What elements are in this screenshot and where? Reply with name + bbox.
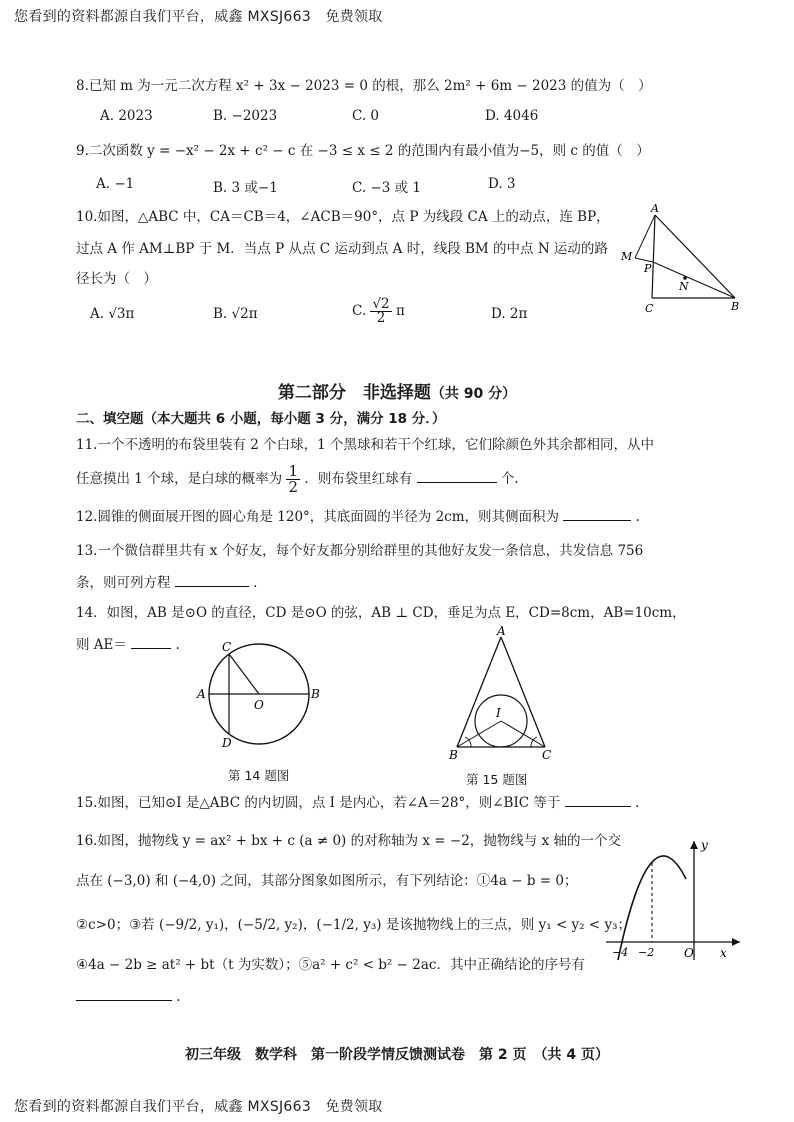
q10-fig-label-c: C bbox=[645, 302, 654, 315]
q12-text: 12.圆锥的侧面展开图的圆心角是 120°，其底面圆的半径为 2cm，则其侧面积为 bbox=[76, 509, 560, 525]
q14-caption: 第 14 题图 bbox=[228, 768, 290, 783]
q10-line1: 10.如图，△ABC 中，CA＝CB＝4，∠ACB＝90°，点 P 为线段 CA 上的动点，连 BP， bbox=[76, 209, 610, 225]
q11-line2c: 个. bbox=[500, 471, 519, 487]
q16-fig-label-o: O bbox=[684, 946, 694, 960]
q15-line bbox=[76, 794, 639, 812]
q14-line1: 14．如图，AB 是⊙O 的直径，CD 是⊙O 的弦，AB ⊥ CD，垂足为点 E，CD=8cm，AB=10cm， bbox=[76, 605, 686, 621]
q16-answer-blank bbox=[76, 1000, 172, 1001]
top-banner: 您看到的资料都源自我们平台，威鑫 MXSJ663 免费领取 bbox=[14, 9, 383, 25]
q10-fig-label-m: M bbox=[621, 250, 633, 263]
q13-line2b: . bbox=[253, 575, 258, 591]
q8-option-c: C. 0 bbox=[352, 108, 380, 124]
q10-fig-label-b: B bbox=[731, 300, 740, 313]
q13-line1: 13.一个微信群里共有 x 个好友，每个好友都分别给群里的其他好友发一条信息，共发信息 756 bbox=[76, 543, 644, 559]
q9-option-b: B. 3 或−1 bbox=[213, 180, 278, 196]
q15-figure bbox=[445, 625, 555, 765]
q14-fig-label-d: D bbox=[222, 736, 232, 750]
q9-option-c: C. −3 或 1 bbox=[352, 180, 422, 196]
q14-figure bbox=[192, 635, 332, 755]
q15-end: . bbox=[635, 795, 640, 811]
q11-frac-num: 1 bbox=[288, 462, 299, 480]
q10-fig-label-p: P bbox=[644, 262, 652, 275]
q10-fig-label-a: A bbox=[651, 202, 659, 215]
q11-answer-blank bbox=[417, 482, 497, 483]
q10-option-c-letter: C. bbox=[352, 303, 367, 319]
q16-fig-label-x: x bbox=[720, 946, 727, 960]
q13-answer-blank bbox=[175, 586, 249, 587]
q10-line2: 过点 A 作 AM⊥BP 于 M．当点 P 从点 C 运动到点 A 时，线段 BM 的中点 N 运动的路 bbox=[76, 241, 608, 257]
q10-option-a: A. √3π bbox=[90, 306, 135, 322]
page-footer: 初三年级 数学科 第一阶段学情反馈测试卷 第 2 页 （共 4 页） bbox=[185, 1047, 609, 1063]
q10-fig-label-n: N bbox=[679, 280, 689, 293]
q8-option-a: A. 2023 bbox=[100, 108, 153, 124]
q9-text: 9.二次函数 y = −x² − 2x + c² − c 在 −3 ≤ x ≤ 2 的范围内有最小值为−5，则 c 的值（ ） bbox=[76, 143, 650, 159]
q9-option-d: D. 3 bbox=[488, 176, 516, 192]
fill-header: 二、填空题（本大题共 6 小题，每小题 3 分，满分 18 分．） bbox=[76, 411, 446, 427]
q15-fig-label-i: I bbox=[496, 706, 501, 720]
q10-option-c-fraction bbox=[370, 298, 391, 325]
q14-line2b: . bbox=[175, 637, 180, 653]
q14-fig-label-c: C bbox=[222, 640, 232, 654]
part2-title bbox=[0, 378, 794, 403]
q11-line2b: ．则布袋里红球有 bbox=[304, 471, 413, 487]
q15-fig-label-a: A bbox=[497, 625, 506, 638]
part2-title-main: 第二部分 非选择题 bbox=[277, 383, 431, 403]
q8-text: 8.已知 m 为一元二次方程 x² + 3x − 2023 = 0 的根，那么 2m² + 6m − 2023 的值为（ ） bbox=[76, 78, 652, 94]
q12-line bbox=[76, 508, 640, 526]
q16-figure bbox=[598, 835, 748, 965]
q16-line1: 16.如图，抛物线 y = ax² + bx + c (a ≠ 0) 的对称轴为 x = −2，抛物线与 x 轴的一个交 bbox=[76, 833, 622, 849]
q16-fig-label-y: y bbox=[701, 838, 708, 852]
q11-line2 bbox=[76, 464, 519, 495]
q10-option-d: D. 2π bbox=[491, 306, 528, 322]
q14-line2 bbox=[76, 636, 180, 654]
q15-fig-label-b: B bbox=[449, 748, 458, 762]
q16-line2: 点在 (−3,0) 和 (−4,0) 之间，其部分图象如图所示，有下列结论：①4a − b = 0； bbox=[76, 873, 578, 889]
q16-line3: ②c>0；③若 (−9/2, y₁)，(−5/2, y₂)，(−1/2, y₃) 是该抛物线上的三点，则 y₁ < y₂ < y₃； bbox=[76, 917, 632, 933]
q16-fig-label-neg2: −2 bbox=[638, 946, 655, 959]
q10-figure bbox=[615, 200, 755, 320]
q11-frac-den: 2 bbox=[288, 478, 299, 496]
q11-fraction bbox=[286, 464, 300, 495]
q13-line2 bbox=[76, 574, 257, 592]
q14-line2a: 则 AE＝ bbox=[76, 637, 127, 653]
part2-title-sub: （共 90 分） bbox=[430, 386, 517, 402]
q11-line1: 11.一个不透明的布袋里装有 2 个白球，1 个黑球和若干个红球，它们除颜色外其余都相同，从中 bbox=[76, 437, 655, 453]
q14-fig-label-a: A bbox=[197, 687, 206, 701]
q10-option-c-num: √2 bbox=[372, 296, 390, 312]
q9-option-a: A. −1 bbox=[96, 176, 135, 192]
q16-line4: ④4a − 2b ≥ at² + bt（t 为实数）；⑤a² + c² < b² − 2ac．其中正确结论的序号有 bbox=[76, 957, 585, 973]
q13-line2a: 条，则可列方程 bbox=[76, 575, 171, 591]
q14-fig-label-o: O bbox=[254, 698, 264, 712]
q10-option-b: B. √2π bbox=[213, 306, 258, 322]
q16-fig-label-neg4: −4 bbox=[612, 946, 629, 959]
bottom-banner: 您看到的资料都源自我们平台，威鑫 MXSJ663 免费领取 bbox=[14, 1099, 383, 1115]
q8-option-b: B. −2023 bbox=[213, 108, 278, 124]
q14-fig-label-b: B bbox=[311, 687, 320, 701]
q10-option-c bbox=[352, 298, 405, 325]
q15-answer-blank bbox=[565, 806, 631, 807]
q16-line5 bbox=[76, 988, 181, 1006]
q12-end: . bbox=[635, 509, 640, 525]
q10-option-c-tail: π bbox=[395, 303, 405, 319]
q14-answer-blank bbox=[131, 648, 171, 649]
q11-line2a: 任意摸出 1 个球，是白球的概率为 bbox=[76, 471, 283, 487]
q10-line3: 径长为（ ） bbox=[76, 271, 157, 287]
q15-fig-label-c: C bbox=[542, 748, 552, 762]
q15-text: 15.如图，已知⊙I 是△ABC 的内切圆，点 I 是内心，若∠A＝28°，则∠BIC 等于 bbox=[76, 795, 561, 811]
q15-caption: 第 15 题图 bbox=[466, 772, 528, 787]
q12-answer-blank bbox=[563, 520, 631, 521]
q10-option-c-den: 2 bbox=[376, 310, 386, 326]
q8-option-d: D. 4046 bbox=[485, 108, 539, 124]
q16-end: . bbox=[176, 989, 181, 1005]
